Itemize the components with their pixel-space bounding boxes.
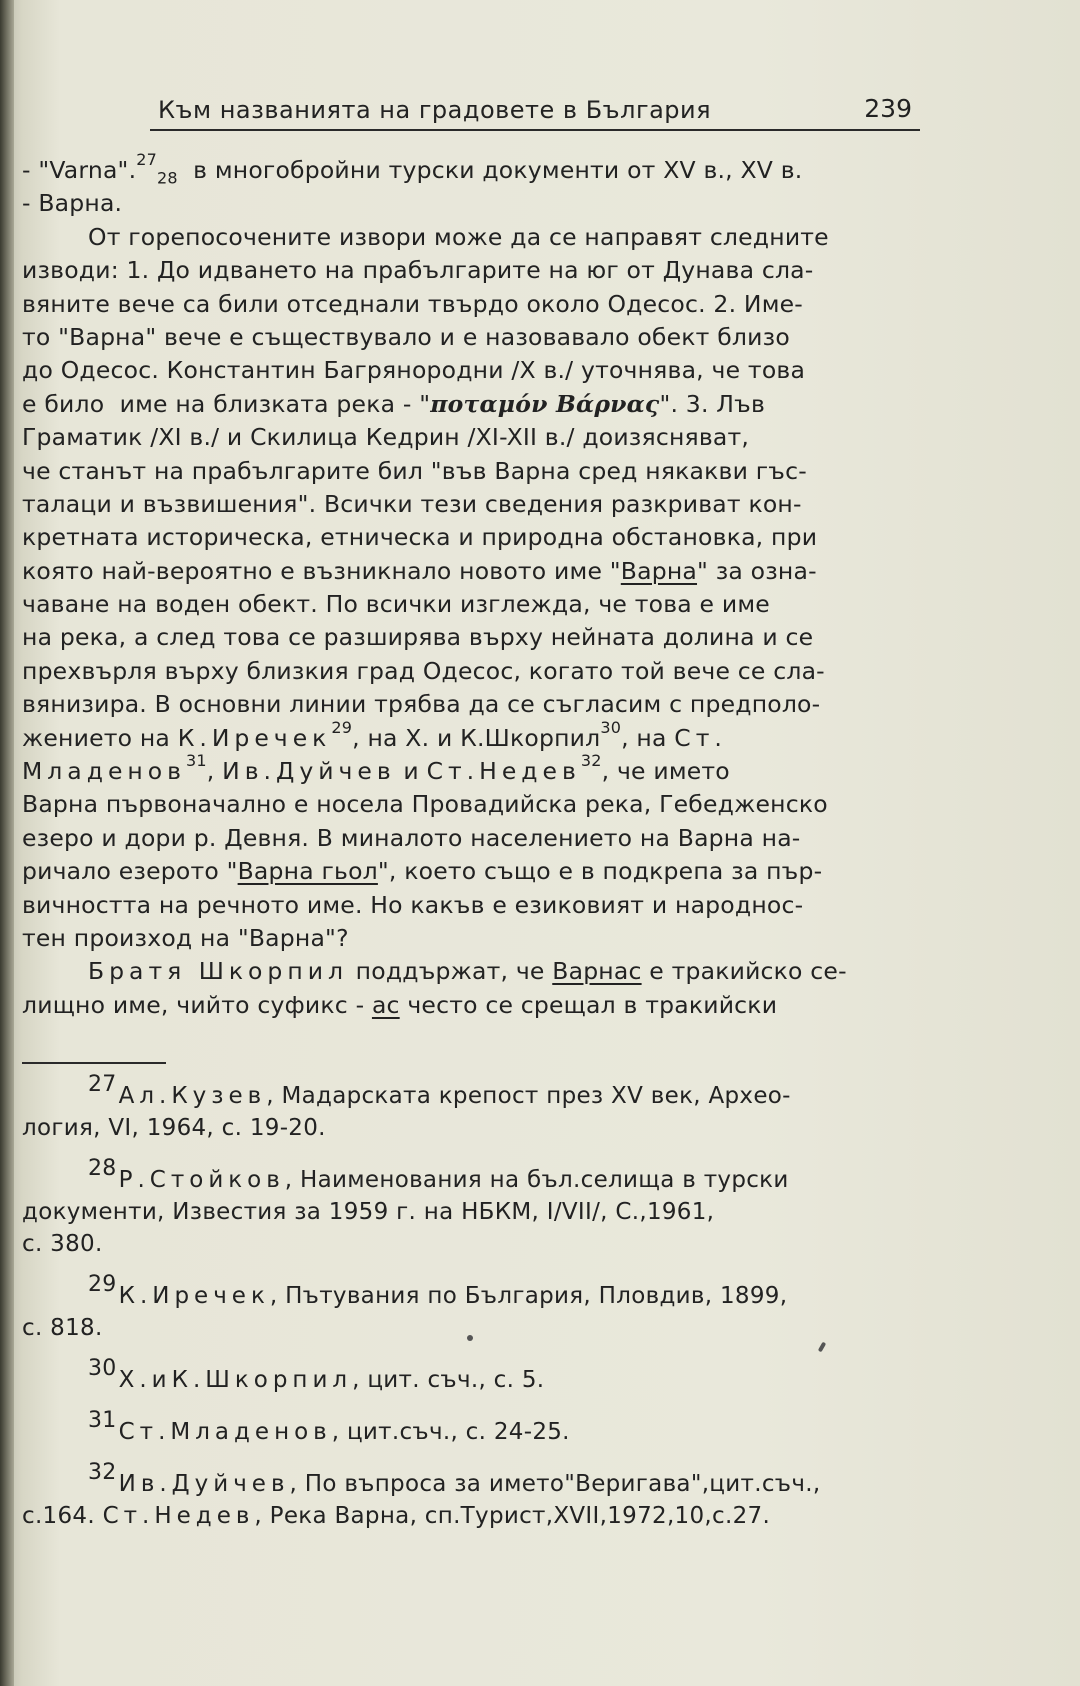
text-line: кретната историческа, етническа и природна обстановка, при bbox=[22, 523, 818, 552]
greek-phrase: ποταμόν Βάρνας bbox=[430, 389, 660, 418]
page-number: 239 bbox=[864, 94, 912, 123]
text-line: вичността на речното име. Но какъв е езиковият и народнос- bbox=[22, 890, 804, 919]
footnote-number: 32 bbox=[88, 1460, 117, 1485]
text-segment: жението на bbox=[22, 723, 178, 752]
footnote-text: с. 380. bbox=[22, 1231, 103, 1257]
footnote-text bbox=[22, 1500, 962, 1532]
text-line: вяните вече са били отседнали твърдо около Одесос. 2. Име- bbox=[22, 289, 803, 318]
footnote-27 bbox=[22, 1072, 962, 1112]
text-line: От горепосочените извори може да се направят следните bbox=[88, 222, 829, 251]
text-segment: - "Varna". bbox=[22, 156, 137, 184]
footnote-author: Ст.Младенов bbox=[118, 1419, 332, 1445]
text-line: чаване на воден обект. По всички изглежда, че това е име bbox=[22, 590, 770, 619]
footnote-ref: 27 bbox=[136, 150, 157, 170]
text-segment: и bbox=[395, 757, 427, 786]
underlined-word: Варна bbox=[620, 556, 698, 585]
underlined-suffix: ас bbox=[371, 990, 400, 1019]
author-name: Ст. bbox=[674, 723, 727, 752]
footnote-text: документи, Известия за 1959 г. на НБКМ, I/VII/, С.,1961, bbox=[22, 1199, 715, 1225]
footnote-text: , По въпроса за името"Веригава",цит.съч., bbox=[289, 1471, 821, 1497]
footnote-text: с. 818. bbox=[22, 1315, 103, 1341]
text-segment: " за озна- bbox=[697, 556, 817, 585]
footnote-ref: 31 bbox=[186, 751, 207, 771]
footnote-text: , Наименования на бъл.селища в турски bbox=[284, 1167, 789, 1193]
author-name: Братя Шкорпил bbox=[88, 957, 349, 986]
footnote-text: , Мадарската крепост през XV век, Архео- bbox=[266, 1083, 791, 1109]
text-line: Варна първоначално е носела Провадийска река, Гебедженско bbox=[22, 790, 828, 819]
text-segment: ", което също е в подкрепа за пър- bbox=[377, 857, 823, 886]
author-name: Ст.Недев bbox=[426, 757, 581, 786]
author-name: К.Шкорпил bbox=[460, 723, 601, 752]
underlined-phrase: Варна гьол bbox=[237, 857, 378, 886]
text-segment: е тракийско се- bbox=[641, 957, 847, 986]
author-name: Младенов bbox=[22, 757, 186, 786]
running-header bbox=[150, 96, 920, 136]
text-segment: , bbox=[206, 757, 223, 786]
text-line: Граматик /XI в./ и Скилица Кедрин /XI-XII в./ доизясняват, bbox=[22, 423, 750, 452]
underlined-word: Варнас bbox=[552, 957, 642, 986]
text-line: - Варна. bbox=[22, 189, 123, 218]
footnote-number: 29 bbox=[88, 1272, 117, 1297]
text-segment: е било име на близката река - " bbox=[22, 389, 431, 418]
book-spine-shadow bbox=[0, 0, 14, 1686]
footnote-number: 31 bbox=[88, 1408, 117, 1433]
footnote-author: Р.Стойков bbox=[118, 1167, 285, 1193]
text-line bbox=[22, 717, 942, 755]
scan-speck bbox=[467, 1335, 473, 1341]
text-segment: ". 3. Лъв bbox=[659, 389, 766, 418]
footnote-author: Ал.Кузев bbox=[118, 1083, 267, 1109]
text-segment: в многобройни турски документи от XV в., XV в. bbox=[193, 156, 803, 184]
text-segment: често се срещал в тракийски bbox=[399, 990, 778, 1019]
footnote-text: , цит. съч., с. 5. bbox=[352, 1367, 545, 1393]
footnote-author: Ив.Дуйчев bbox=[118, 1471, 290, 1497]
text-line: на река, а след това се разширява върху нейната долина и се bbox=[22, 623, 814, 652]
text-line bbox=[22, 555, 942, 588]
text-line bbox=[22, 989, 942, 1022]
text-line bbox=[22, 855, 942, 888]
footnote-ref: 28 bbox=[157, 168, 178, 188]
footnote-ref: 32 bbox=[580, 751, 602, 771]
footnote-number: 27 bbox=[88, 1072, 117, 1097]
footnote-separator bbox=[22, 1062, 166, 1064]
footnote-text: , цит.съч., с. 24-25. bbox=[331, 1419, 570, 1445]
footnote-text: , Река Варна, сп.Турист,XVII,1972,10,с.27. bbox=[254, 1503, 771, 1529]
footnote-text: , Пътувания по България, Пловдив, 1899, bbox=[269, 1283, 788, 1309]
text-line: талаци и възвишения". Всички тези сведения разкриват кон- bbox=[22, 489, 802, 518]
text-line: езеро и дори р. Девня. В миналото населението на Варна на- bbox=[22, 823, 801, 852]
text-line: че станът на прабългарите бил "във Варна сред някакви гъс- bbox=[22, 456, 807, 485]
text-line bbox=[22, 150, 942, 188]
text-line: до Одесос. Константин Багрянородни /X в./ уточнява, че това bbox=[22, 356, 806, 385]
author-name: К.Иречек bbox=[177, 723, 332, 752]
text-line: изводи: 1. До идването на прабългарите на юг от Дунава сла- bbox=[22, 256, 814, 285]
footnote-ref: 30 bbox=[600, 717, 622, 737]
footnote-ref: 29 bbox=[331, 717, 353, 737]
running-title: Към названията на градовете в България bbox=[158, 96, 712, 124]
text-line bbox=[22, 751, 942, 788]
footnote-author: Ст.Недев bbox=[102, 1503, 255, 1529]
header-rule bbox=[150, 129, 920, 131]
footnotes bbox=[22, 1072, 962, 1532]
text-segment: която най-вероятно е възникнало новото име " bbox=[22, 556, 621, 585]
footnote-author: К.Иречек bbox=[118, 1283, 270, 1309]
footnote-30 bbox=[22, 1356, 962, 1396]
author-name: Ив.Дуйчев bbox=[222, 757, 396, 786]
main-text bbox=[22, 150, 942, 1022]
text-segment: лищно име, чийто суфикс - bbox=[22, 990, 372, 1019]
footnote-29 bbox=[22, 1272, 962, 1312]
footnote-author: Х.иК.Шкорпил bbox=[118, 1367, 353, 1393]
text-line bbox=[22, 388, 942, 421]
text-segment: поддържат, че bbox=[348, 957, 553, 986]
footnote-28 bbox=[22, 1156, 962, 1196]
footnote-31 bbox=[22, 1408, 962, 1448]
text-line: вянизира. В основни линии трябва да се съгласим с предполо- bbox=[22, 690, 821, 719]
text-line: то "Варна" вече е съществувало и е назовавало обект близо bbox=[22, 322, 790, 351]
text-line: тен произход на "Варна"? bbox=[22, 923, 349, 952]
footnote-number: 30 bbox=[88, 1356, 117, 1381]
text-segment: , на Х. и bbox=[352, 723, 461, 752]
text-segment: ричало езерото " bbox=[22, 857, 238, 886]
text-segment: , на bbox=[621, 723, 675, 752]
footnote-text: с.164. bbox=[22, 1503, 103, 1529]
footnote-32 bbox=[22, 1460, 962, 1500]
footnote-text: логия, VI, 1964, с. 19-20. bbox=[22, 1115, 326, 1141]
text-segment: , че името bbox=[601, 757, 730, 786]
text-line: прехвърля върху близкия град Одесос, когато той вече се сла- bbox=[22, 656, 825, 685]
text-line bbox=[22, 955, 942, 988]
footnote-number: 28 bbox=[88, 1156, 117, 1181]
